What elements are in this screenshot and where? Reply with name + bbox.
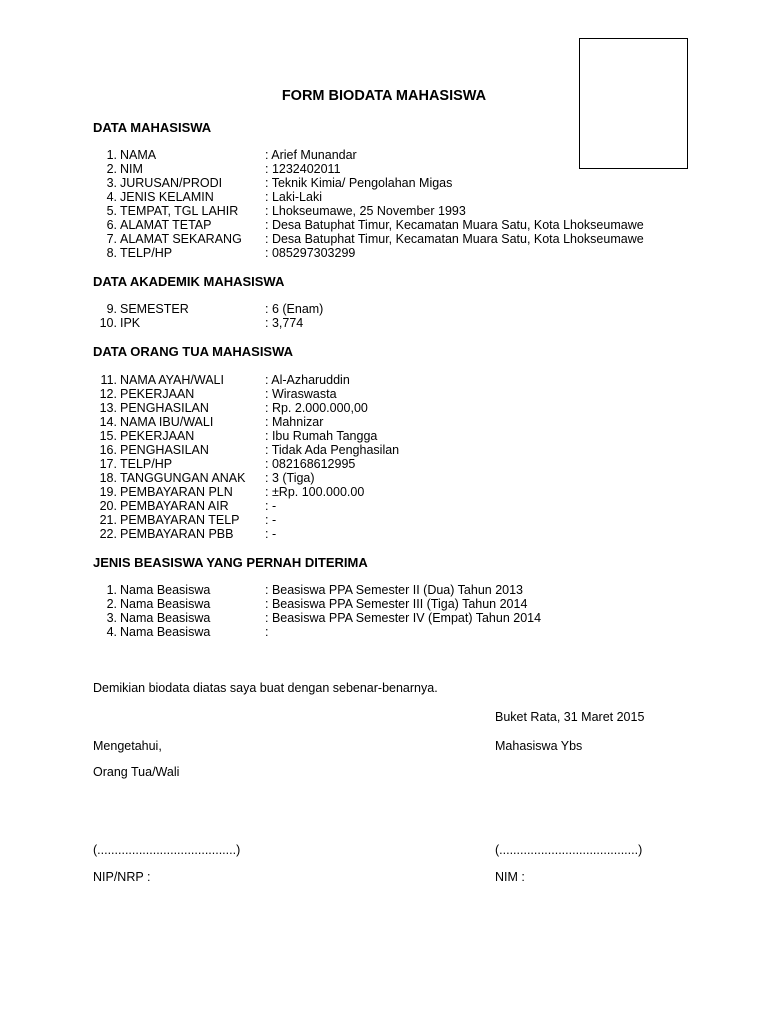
item-label: TANGGUNGAN ANAK xyxy=(120,471,246,485)
student-signature-line: (........................................) xyxy=(495,843,643,857)
section-heading-beasiswa: JENIS BEASISWA YANG PERNAH DITERIMA xyxy=(93,555,368,570)
item-label: Nama Beasiswa xyxy=(120,597,211,611)
item-number: 20. xyxy=(99,499,117,513)
item-label: PEMBAYARAN AIR xyxy=(120,499,229,513)
item-label: PEMBAYARAN PLN xyxy=(120,485,233,499)
item-label: JURUSAN/PRODI xyxy=(120,176,223,190)
item-label: PENGHASILAN xyxy=(120,401,209,415)
item-number: 8. xyxy=(106,246,117,260)
item-label: TELP/HP xyxy=(120,246,173,260)
item-number: 3. xyxy=(106,611,117,625)
item-value: : Arief Munandar xyxy=(265,148,357,162)
item-value: : Beasiswa PPA Semester IV (Empat) Tahun 2014 xyxy=(265,611,542,625)
item-value: : - xyxy=(265,499,277,513)
item-label: PEMBAYARAN TELP xyxy=(120,513,240,527)
item-label: Nama Beasiswa xyxy=(120,625,211,639)
item-number: 2. xyxy=(106,162,117,176)
item-value: : Lhokseumawe, 25 November 1993 xyxy=(265,204,466,218)
acknowledge-label: Mengetahui, xyxy=(93,739,162,753)
item-number: 16. xyxy=(99,443,117,457)
student-role-label: Mahasiswa Ybs xyxy=(495,739,583,753)
item-label: ALAMAT TETAP xyxy=(120,218,212,232)
item-number: 1. xyxy=(106,148,117,162)
item-label: PEKERJAAN xyxy=(120,429,195,443)
item-value: : Al-Azharuddin xyxy=(265,373,350,387)
item-value: : ±Rp. 100.000.00 xyxy=(265,485,365,499)
item-label: IPK xyxy=(120,316,141,330)
item-value: : Rp. 2.000.000,00 xyxy=(265,401,368,415)
item-number: 2. xyxy=(106,597,117,611)
item-value: : - xyxy=(265,513,277,527)
item-value: : xyxy=(265,625,269,639)
item-label: NIM xyxy=(120,162,143,176)
item-number: 21. xyxy=(99,513,117,527)
item-number: 10. xyxy=(99,316,117,330)
item-number: 4. xyxy=(106,625,117,639)
item-label: JENIS KELAMIN xyxy=(120,190,214,204)
item-label: Nama Beasiswa xyxy=(120,611,211,625)
item-label: SEMESTER xyxy=(120,302,189,316)
item-label: TELP/HP xyxy=(120,457,173,471)
item-number: 18. xyxy=(99,471,117,485)
item-value: : Desa Batuphat Timur, Kecamatan Muara Satu, Kota Lhokseumawe xyxy=(265,232,644,246)
page-title: FORM BIODATA MAHASISWA xyxy=(281,88,487,104)
parent-signature-line: (........................................) xyxy=(93,843,241,857)
item-value: : 1232402011 xyxy=(265,162,341,176)
item-number: 3. xyxy=(106,176,117,190)
section-heading-data-akademik: DATA AKADEMIK MAHASISWA xyxy=(93,274,285,289)
item-label: NAMA IBU/WALI xyxy=(120,415,214,429)
item-number: 11. xyxy=(100,373,117,387)
item-label: PENGHASILAN xyxy=(120,443,209,457)
item-value: : 3 (Tiga) xyxy=(265,471,315,485)
item-value: : 085297303299 xyxy=(265,246,356,260)
item-number: 1. xyxy=(106,583,117,597)
item-value: : Beasiswa PPA Semester III (Tiga) Tahun 2014 xyxy=(265,597,528,611)
item-number: 15. xyxy=(99,429,117,443)
item-number: 22. xyxy=(99,527,117,541)
section-heading-data-orang-tua: DATA ORANG TUA MAHASISWA xyxy=(93,344,294,359)
item-number: 4. xyxy=(106,190,117,204)
item-value: : Ibu Rumah Tangga xyxy=(265,429,378,443)
item-value: : 3,774 xyxy=(265,316,304,330)
item-value: : Wiraswasta xyxy=(265,387,337,401)
item-number: 5. xyxy=(106,204,117,218)
item-label: NAMA AYAH/WALI xyxy=(120,373,224,387)
nim-label: NIM : xyxy=(495,870,525,884)
item-label: ALAMAT SEKARANG xyxy=(120,232,242,246)
item-number: 19. xyxy=(99,485,117,499)
nip-nrp-label: NIP/NRP : xyxy=(93,870,151,884)
item-number: 6. xyxy=(106,218,117,232)
item-value: : Teknik Kimia/ Pengolahan Migas xyxy=(265,176,453,190)
item-label: TEMPAT, TGL LAHIR xyxy=(120,204,239,218)
item-number: 9. xyxy=(106,302,117,316)
item-number: 14. xyxy=(99,415,117,429)
item-value: : 082168612995 xyxy=(265,457,356,471)
item-number: 13. xyxy=(99,401,117,415)
item-value: : 6 (Enam) xyxy=(265,302,324,316)
section-heading-data-mahasiswa: DATA MAHASISWA xyxy=(93,120,212,135)
item-label: PEKERJAAN xyxy=(120,387,195,401)
item-value: : Desa Batuphat Timur, Kecamatan Muara Satu, Kota Lhokseumawe xyxy=(265,218,644,232)
item-value: : Mahnizar xyxy=(265,415,324,429)
parent-role-label: Orang Tua/Wali xyxy=(93,765,180,779)
item-value: : - xyxy=(265,527,277,541)
item-value: : Beasiswa PPA Semester II (Dua) Tahun 2013 xyxy=(265,583,524,597)
item-number: 17. xyxy=(99,457,117,471)
place-date: Buket Rata, 31 Maret 2015 xyxy=(495,710,645,724)
item-value: : Tidak Ada Penghasilan xyxy=(265,443,400,457)
closing-statement: Demikian biodata diatas saya buat dengan sebenar-benarnya. xyxy=(93,681,438,695)
item-number: 7. xyxy=(106,232,117,246)
item-number: 12. xyxy=(99,387,117,401)
item-value: : Laki-Laki xyxy=(265,190,322,204)
item-label: NAMA xyxy=(120,148,157,162)
item-label: Nama Beasiswa xyxy=(120,583,211,597)
item-label: PEMBAYARAN PBB xyxy=(120,527,234,541)
